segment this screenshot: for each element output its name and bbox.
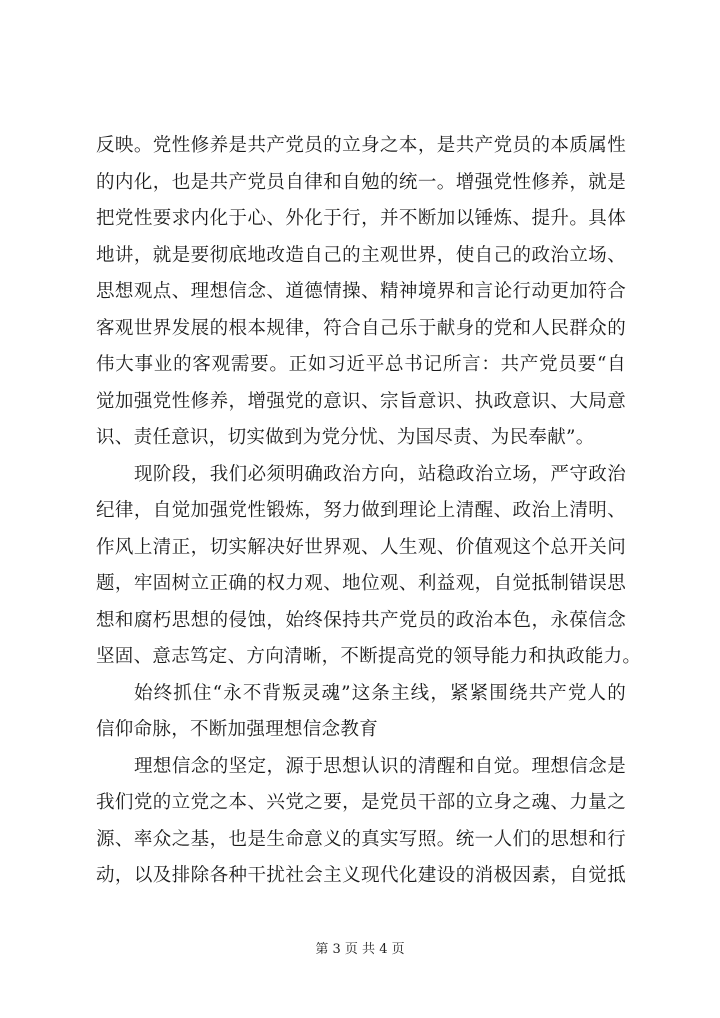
text-line: 信仰命脉，不断加强理想信念教育	[96, 719, 379, 740]
text-line: 客观世界发展的根本规律，符合自己乐于献身的党和人民群众的	[96, 317, 626, 339]
text-line: 理想信念的坚定，源于思想认识的清醒和自觉。理想信念是	[134, 755, 626, 777]
text-line: 地讲，就是要彻底地改造自己的主观世界，使自己的政治立场、	[96, 244, 626, 266]
page-footer: 第 3 页 共 4 页	[315, 942, 405, 957]
text-line: 伟大事业的客观需要。正如习近平总书记所言：共产党员要“自	[96, 354, 626, 375]
text-line: 反映。党性修养是共产党员的立身之本，是共产党员的本质属性	[96, 135, 626, 156]
text-line: 我们党的立党之本、兴党之要，是党员干部的立身之魂、力量之	[96, 792, 626, 813]
text-line: 觉加强党性修养，增强党的意识、宗旨意识、执政意识、大局意	[96, 390, 626, 412]
text-line: 源、率众之基，也是生命意义的真实写照。统一人们的思想和行	[96, 828, 626, 850]
text-line: 的内化，也是共产党员自律和自勉的统一。增强党性修养，就是	[96, 171, 626, 193]
text-line: 始终抓住“永不背叛灵魂”这条主线，紧紧围绕共产党人的	[134, 682, 626, 704]
text-line: 把党性要求内化于心、外化于行，并不断加以锤炼、提升。具体	[96, 208, 626, 229]
text-line: 题，牢固树立正确的权力观、地位观、利益观，自觉抵制错误思	[96, 573, 626, 594]
text-line: 作风上清正，切实解决好世界观、人生观、价值观这个总开关问	[96, 536, 626, 558]
text-line: 坚固、意志笃定、方向清晰，不断提高党的领导能力和执政能力。	[96, 646, 642, 667]
text-line: 想和腐朽思想的侵蚀，始终保持共产党员的政治本色，永葆信念	[96, 609, 626, 631]
text-line: 纪律，自觉加强党性锻炼，努力做到理论上清醒、政治上清明、	[96, 500, 626, 521]
text-line: 思想观点、理想信念、道德情操、精神境界和言论行动更加符合	[96, 281, 626, 302]
text-line: 动，以及排除各种干扰社会主义现代化建设的消极因素，自觉抵	[96, 865, 626, 886]
body-text	[96, 128, 642, 895]
text-line: 识、责任意识，切实做到为党分忧、为国尽责、为民奉献”。	[96, 427, 595, 448]
text-line: 现阶段，我们必须明确政治方向，站稳政治立场，严守政治	[134, 463, 626, 485]
